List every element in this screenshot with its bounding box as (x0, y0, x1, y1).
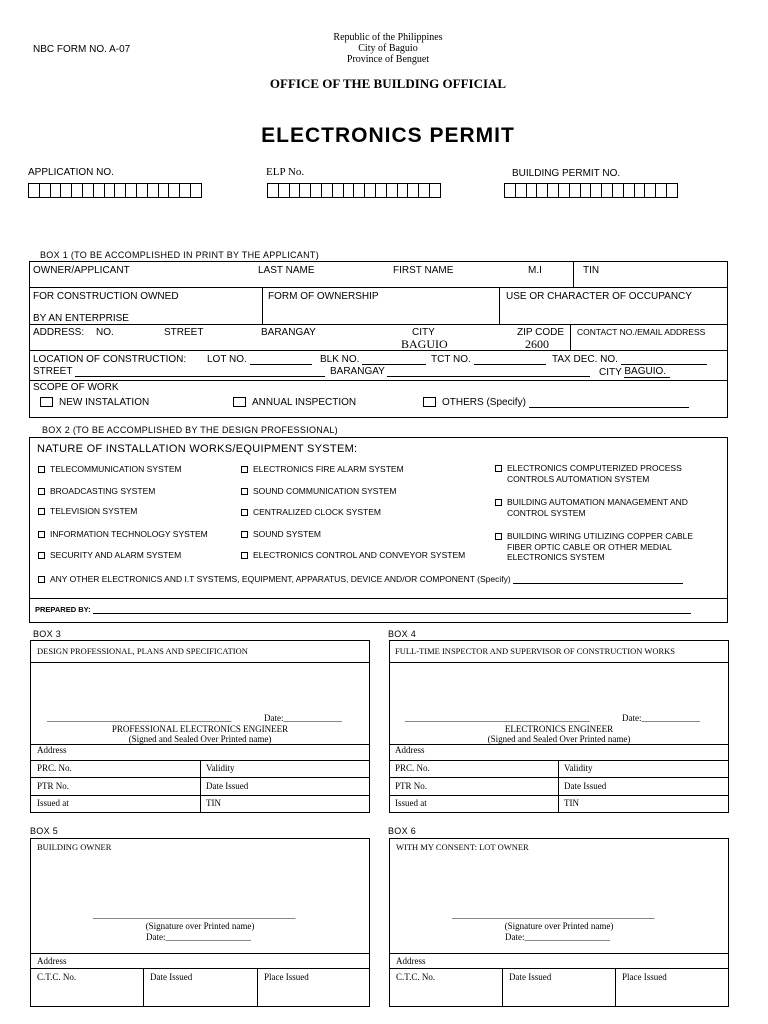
mi-label: M.I (528, 265, 542, 276)
last-name-label: LAST NAME (258, 265, 315, 276)
box5-signature-note: (Signature over Printed name) (145, 921, 255, 931)
box3-role: PROFESSIONAL ELECTRONICS ENGINEER (111, 724, 289, 734)
checkbox-icon[interactable] (495, 499, 502, 506)
col2-item-0[interactable]: ELECTRONICS FIRE ALARM SYSTEM (241, 464, 404, 474)
col3-item-0[interactable]: ELECTRONICS COMPUTERIZED PROCESS CONTROLS AUTOMATION SYSTEM (495, 463, 682, 484)
building-permit-no-boxes[interactable] (505, 183, 678, 198)
others-option[interactable]: OTHERS (Specify) (423, 397, 689, 408)
box5-label: BOX 5 (30, 826, 59, 836)
checkbox-icon[interactable] (38, 531, 45, 538)
box4-address-label: Address (395, 745, 425, 755)
tin-label: TIN (583, 265, 600, 276)
box3-prc-label: PRC. No. (37, 763, 72, 773)
barangay-field[interactable]: BARANGAY (330, 366, 590, 377)
box1 (29, 261, 728, 418)
box4-validity-label: Validity (564, 763, 593, 773)
col1-item-3[interactable]: INFORMATION TECHNOLOGY SYSTEM (38, 529, 208, 539)
address-label: ADDRESS: (33, 327, 85, 338)
box5-date-issued-label: Date Issued (150, 972, 193, 982)
checkbox-icon[interactable] (495, 465, 502, 472)
box4-signature-line: _________________________________________ (405, 713, 590, 723)
box5-signature-line: _____________________________________________ (93, 910, 296, 920)
lot-no-field[interactable]: LOT NO. (207, 354, 312, 365)
use-occupancy-label: USE OR CHARACTER OF OCCUPANCY (506, 291, 692, 302)
zip-code-value: 2600 (525, 337, 549, 351)
address-no-label: NO. (96, 327, 114, 338)
by-enterprise-label: BY AN ENTERPRISE (33, 313, 129, 324)
col1-item-1[interactable]: BROADCASTING SYSTEM (38, 486, 155, 496)
building-permit-no-label: BUILDING PERMIT NO. (512, 168, 621, 179)
city-line: City of Baguio (358, 43, 418, 54)
elp-no-label: ELP No. (266, 166, 305, 178)
republic-line: Republic of the Philippines (333, 32, 443, 43)
tax-dec-no-field[interactable]: TAX DEC. NO. (552, 354, 707, 365)
box3-ptr-label: PTR No. (37, 781, 70, 791)
box3-signed-note: (Signed and Sealed Over Printed name) (128, 734, 272, 744)
page-title: ELECTRONICS PERMIT (261, 124, 515, 147)
box3-tin-label: TIN (206, 798, 221, 808)
address-city-label: CITY (412, 327, 435, 338)
owner-applicant-label: OWNER/APPLICANT (33, 265, 130, 276)
box3-address-label: Address (37, 745, 67, 755)
box6-date-field[interactable]: Date:___________________ (505, 932, 610, 942)
box6-ctc-label: C.T.C. No. (396, 972, 436, 982)
city-field[interactable]: CITY BAGUIO. (599, 366, 670, 378)
checkbox-icon[interactable] (241, 466, 248, 473)
tct-no-field[interactable]: TCT NO. (431, 354, 546, 365)
box4-tin-label: TIN (564, 798, 579, 808)
col1-item-4[interactable]: SECURITY AND ALARM SYSTEM (38, 550, 181, 560)
col2-item-3[interactable]: SOUND SYSTEM (241, 529, 321, 539)
annual-inspection-checkbox[interactable] (233, 397, 246, 407)
col1-item-2[interactable]: TELEVISION SYSTEM (38, 506, 137, 516)
zip-code-label: ZIP CODE (517, 327, 565, 338)
checkbox-icon[interactable] (241, 509, 248, 516)
box3-issued-at-label: Issued at (37, 798, 69, 808)
box3-title: DESIGN PROFESSIONAL, PLANS AND SPECIFICATION (37, 646, 248, 656)
box6-title: WITH MY CONSENT: LOT OWNER (396, 842, 529, 852)
box4-role: ELECTRONICS ENGINEER (504, 724, 614, 734)
box4-issued-at-label: Issued at (395, 798, 427, 808)
col3-item-2[interactable]: BUILDING WIRING UTILIZING COPPER CABLE FIBER OPTIC CABLE OR OTHER MEDIAL ELECTRONICS SYSTEM (495, 531, 693, 563)
office-title: OFFICE OF THE BUILDING OFFICIAL (269, 76, 507, 91)
checkbox-icon[interactable] (241, 488, 248, 495)
box3-date-field[interactable]: Date:_____________ (264, 713, 342, 723)
box4-title: FULL-TIME INSPECTOR AND SUPERVISOR OF CONSTRUCTION WORKS (395, 646, 676, 656)
application-no-label: APPLICATION NO. (28, 167, 114, 178)
checkbox-icon[interactable] (38, 552, 45, 559)
for-construction-label: FOR CONSTRUCTION OWNED (33, 291, 179, 302)
box5-ctc-label: C.T.C. No. (37, 972, 77, 982)
address-barangay-label: BARANGAY (261, 327, 316, 338)
checkbox-icon[interactable] (38, 488, 45, 495)
box4-signed-note: (Signed and Sealed Over Printed name) (487, 734, 631, 744)
box2-heading: BOX 2 (TO BE ACCOMPLISHED BY THE DESIGN PROFESSIONAL) (42, 425, 338, 435)
box6-place-issued-label: Place Issued (622, 972, 667, 982)
new-installation-option[interactable]: NEW INSTALATION (40, 397, 149, 408)
location-label: LOCATION OF CONSTRUCTION: (33, 354, 187, 365)
elp-no-boxes[interactable] (268, 183, 441, 198)
checkbox-icon[interactable] (241, 531, 248, 538)
box5-place-issued-label: Place Issued (264, 972, 309, 982)
street-field[interactable]: STREET (33, 366, 325, 377)
first-name-label: FIRST NAME (393, 265, 454, 276)
box6-address-label: Address (396, 956, 426, 966)
checkbox-icon[interactable] (241, 552, 248, 559)
contact-label: CONTACT NO./EMAIL ADDRESS (577, 327, 706, 337)
new-installation-checkbox[interactable] (40, 397, 53, 407)
form-number: NBC FORM NO. A-07 (33, 44, 131, 55)
box6-date-issued-label: Date Issued (509, 972, 552, 982)
box5-address-label: Address (37, 956, 67, 966)
col2-item-2[interactable]: CENTRALIZED CLOCK SYSTEM (241, 507, 381, 517)
box4-label: BOX 4 (388, 629, 417, 639)
box1-heading: BOX 1 (TO BE ACCOMPLISHED IN PRINT BY THE APPLICANT) (40, 250, 320, 260)
checkbox-icon[interactable] (38, 508, 45, 515)
address-city-value: BAGUIO (401, 337, 448, 351)
col1-item-0[interactable]: TELECOMMUNICATION SYSTEM (38, 464, 182, 474)
box3-signature-line: _________________________________________ (47, 713, 232, 723)
any-other-item[interactable]: ANY OTHER ELECTRONICS AND I.T SYSTEMS, EQUIPMENT, APPARATUS, DEVICE AND/OR COMPONENT (Specify) (38, 574, 683, 584)
box6-signature-note: (Signature over Printed name) (504, 921, 614, 931)
nature-label: NATURE OF INSTALLATION WORKS/EQUIPMENT SYSTEM: (37, 443, 358, 455)
box4-date-issued-label: Date Issued (564, 781, 607, 791)
annual-inspection-option[interactable]: ANNUAL INSPECTION (233, 397, 356, 408)
col2-item-1[interactable]: SOUND COMMUNICATION SYSTEM (241, 486, 396, 496)
box6-signature-line: _____________________________________________ (452, 910, 655, 920)
col3-item-1[interactable]: BUILDING AUTOMATION MANAGEMENT AND CONTROL SYSTEM (495, 497, 688, 518)
box3-validity-label: Validity (206, 763, 235, 773)
scope-label: SCOPE OF WORK (33, 382, 119, 393)
box4-prc-label: PRC. No. (395, 763, 430, 773)
others-checkbox[interactable] (423, 397, 436, 407)
box3-label: BOX 3 (33, 629, 62, 639)
box3-date-issued-label: Date Issued (206, 781, 249, 791)
checkbox-icon[interactable] (495, 533, 502, 540)
box5-title: BUILDING OWNER (37, 842, 112, 852)
address-street-label: STREET (164, 327, 204, 338)
box4-date-field[interactable]: Date:_____________ (622, 713, 700, 723)
application-no-boxes[interactable] (29, 183, 202, 198)
form-of-ownership-label: FORM OF OWNERSHIP (268, 291, 379, 302)
checkbox-icon[interactable] (38, 576, 45, 583)
box4-ptr-label: PTR No. (395, 781, 428, 791)
province-line: Province of Benguet (346, 54, 430, 65)
prepared-by-field[interactable]: PREPARED BY: (35, 605, 691, 614)
col2-item-4[interactable]: ELECTRONICS CONTROL AND CONVEYOR SYSTEM (241, 550, 465, 560)
box5-date-field[interactable]: Date:___________________ (146, 932, 251, 942)
box6-label: BOX 6 (388, 826, 417, 836)
blk-no-field[interactable]: BLK NO. (320, 354, 426, 365)
checkbox-icon[interactable] (38, 466, 45, 473)
